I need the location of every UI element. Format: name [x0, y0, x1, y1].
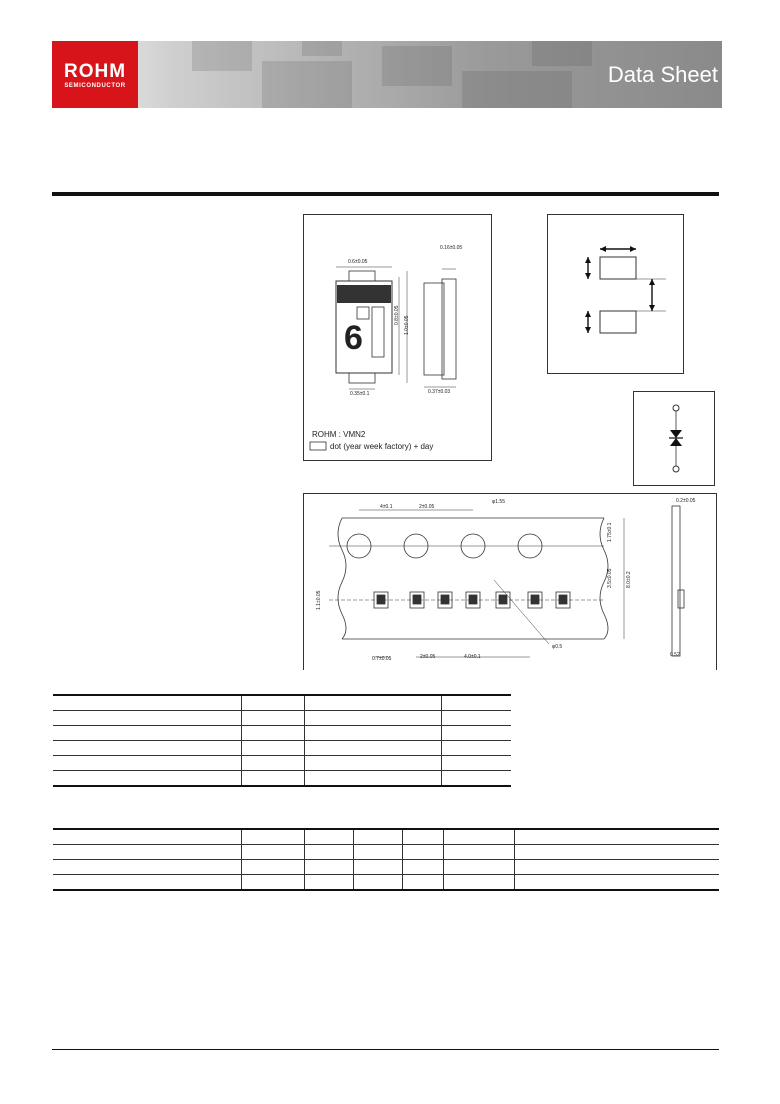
tape-pitch-4b-label: 4.0±0.1 — [464, 654, 481, 660]
tape-panel — [303, 493, 717, 670]
dim-body-h2-label: 1.0±0.05 — [404, 315, 410, 335]
tape-side-h2-label: 3.5±0.05 — [607, 568, 613, 588]
dimensions-drawing — [304, 215, 491, 460]
tape-left-h-label: 1.1±0.05 — [316, 590, 322, 610]
tape-pitch-4-label: 4±0.1 — [380, 504, 393, 510]
marking-digit: 6 — [344, 319, 363, 357]
dim-lead-width-label: 0.35±0.1 — [350, 391, 370, 397]
dim-body-h1-label: 0.8±0.05 — [394, 305, 400, 325]
bottom-divider — [52, 1049, 719, 1050]
dim-depth-label: 0.37±0.03 — [428, 389, 451, 395]
tape-thickness-label: 0.2±0.05 — [676, 498, 696, 504]
tape-cavity-dia-label: φ0.5 — [552, 644, 563, 650]
dim-width-label: 0.6±0.05 — [348, 259, 368, 265]
characteristics-table — [53, 828, 719, 891]
tape-depth-label: 0.52 — [670, 652, 680, 658]
tape-pitch-2-label: 2±0.05 — [419, 504, 435, 510]
tape-drawing — [304, 494, 716, 670]
tape-pitch-2b-label: 2±0.05 — [420, 654, 436, 660]
dim-lead-thickness-label: 0.16±0.05 — [440, 245, 463, 251]
logo-sub-text: SEMICONDUCTOR — [64, 83, 126, 89]
top-divider — [52, 192, 719, 196]
rohm-logo — [52, 41, 138, 108]
page-title: Data Sheet — [607, 62, 718, 87]
package-label: ROHM : VMN2 — [312, 430, 366, 439]
circuit-symbol-panel — [633, 391, 715, 486]
legend-text: dot (year week factory) + day — [330, 442, 434, 451]
tape-hole-dia-label: φ1.55 — [492, 499, 505, 505]
diode-symbol-icon — [634, 392, 714, 485]
dimensions-panel — [303, 214, 492, 461]
logo-brand-text: ROHM — [63, 61, 127, 82]
land-pattern-panel — [547, 214, 684, 374]
tape-cavity-w-label: 0.7±0.05 — [372, 656, 392, 662]
tape-side-h3-label: 8.0±0.2 — [626, 571, 632, 588]
ratings-table — [53, 694, 511, 787]
tape-side-h1-label: 1.75±0.1 — [607, 522, 613, 542]
land-pattern-drawing — [548, 215, 683, 373]
